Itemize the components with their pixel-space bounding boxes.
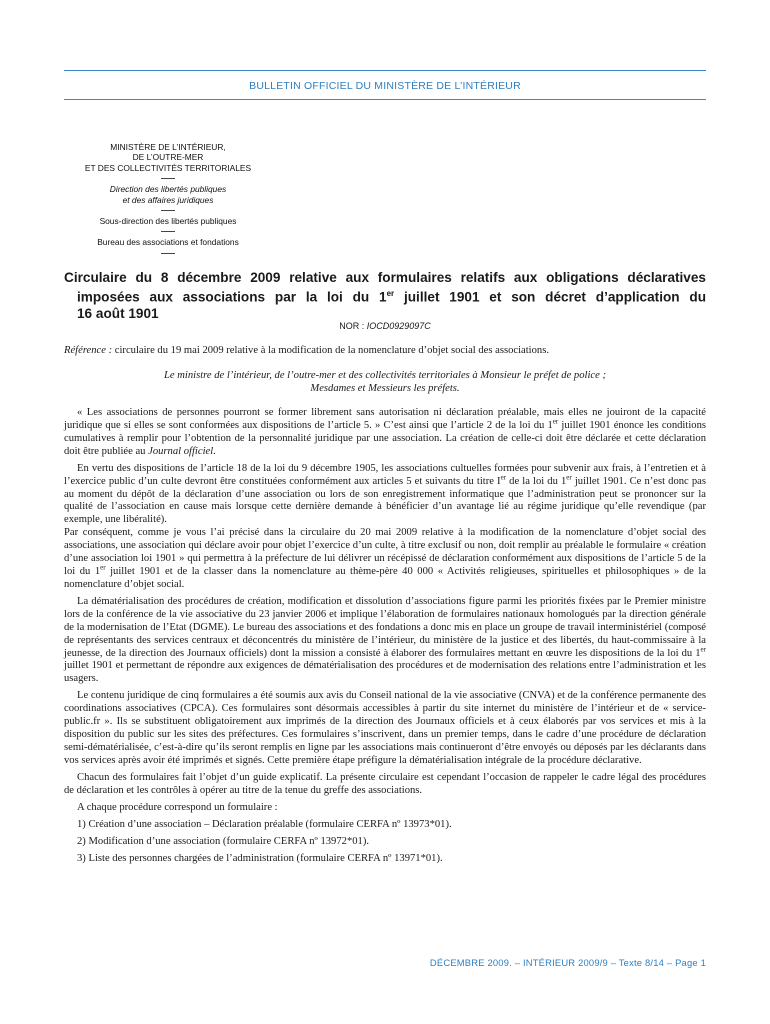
paragraph-text: Par conséquent, comme je vous l’ai précisé dans la circulaire du 20 mai 2009 relative à la modification de la nomenclature d’objet social des associations, une association qui déclare avoir pour objet l’exercice d’un culte, à titre exclusif ou non, doit remplir au préalable le formulaire « création d’une association loi 1901 » qui permettra à la préfecture de lui délivrer un récépissé de déclaration conformément aux dispositions de l’article 5 de la loi du 1 xyxy=(64,527,706,577)
separator-dash xyxy=(161,253,175,254)
ministry-name-line2: DE L’OUTRE-MER xyxy=(132,152,204,163)
title-line1: Circulaire du 8 décembre 2009 relative aux formulaires relatifs aux obligations déclaratives xyxy=(64,270,706,285)
superscript: er xyxy=(552,417,559,426)
paragraph: A chaque procédure correspond un formulaire : xyxy=(77,801,278,813)
separator-dash xyxy=(161,210,175,211)
title-line2-text-end: juillet 1901 et son décret d’application du xyxy=(394,289,706,305)
header-rule xyxy=(64,99,706,100)
reference-label: Référence : xyxy=(64,345,113,356)
list-item: 1) Création d’une association – Déclaration préalable (formulaire CERFA nº 13973*01). xyxy=(77,818,452,830)
title-line3: 16 août 1901 xyxy=(77,305,159,321)
list-item: 3) Liste des personnes chargées de l’administration (formulaire CERFA nº 13971*01). xyxy=(77,852,443,864)
ministry-name-line1: MINISTÈRE DE L’INTÉRIEUR, xyxy=(110,142,226,152)
paragraph xyxy=(64,596,706,686)
reference-line xyxy=(64,345,706,358)
paragraph-text: juillet 1901 énonce les conditions cumulatives à remplir pour l’obtention de la personnalité juridique par une association. La création de celle-ci doit être déclarée et cette déclaration doit être publiée au xyxy=(64,419,706,457)
separator-dash xyxy=(161,231,175,232)
journal-officiel-italic: Journal officiel xyxy=(148,445,214,457)
paragraph-text: « Les associations de personnes pourront se former librement sans autorisation ni déclaration préalable, mais elles ne jouiront de la capacité juridique que si elles se sont conformées aux dispositions de l’article 5. » C’est ainsi que l’article 2 de la loi du 1 xyxy=(64,407,706,431)
superscript: er xyxy=(100,563,106,572)
title-line2-text: imposées aux associations par la loi du 1 xyxy=(77,289,387,305)
paragraph-text: juillet 1901. Ce n’est donc pas au moment du dépôt de la déclaration d’une association ou lors de son enregistrement informatique que l’administration peut se prononcer sur la qualité de l’association en cause mais lorsque cette dernière demande à bénéficier d’un avantage lié au régime juridique qu’elle revendique (par exemple, une libéralité). xyxy=(64,475,706,526)
superscript: er xyxy=(566,473,572,482)
bureau: Bureau des associations et fondations xyxy=(97,237,239,248)
ministry-name-line3: ET DES COLLECTIVITÉS TERRITORIALES xyxy=(84,162,252,173)
superscript: er xyxy=(700,644,706,653)
document-title xyxy=(64,270,706,322)
direction-line1: Direction des libertés publiques xyxy=(109,184,227,195)
bulletin-header: BULLETIN OFFICIEL DU MINISTÈRE DE L’INTÉRIEUR xyxy=(249,80,521,92)
circular-body xyxy=(64,407,706,870)
title-superscript: er xyxy=(386,289,395,298)
paragraph xyxy=(64,463,706,592)
addressee-line1: Le ministre de l’intérieur, de l’outre-mer et des collectivités territoriales à Monsieur le préfet de police ; xyxy=(164,370,606,381)
nor-value: IOCD0929097C xyxy=(366,321,431,331)
superscript: er xyxy=(500,473,507,482)
top-rule xyxy=(64,70,706,71)
issuing-authority xyxy=(68,142,268,259)
subdirection: Sous-direction des libertés publiques xyxy=(99,216,237,227)
paragraph-text: La dématérialisation des procédures de création, modification et dissolution d’associations figure parmi les priorités fixées par le Premier ministre lors de la conférence de la vie associative du 23 janvier 2006 et implique l’élaboration de formulaires nationaux homologués par la direction générale de la modernisation de l’Etat (DGME). Le bureau des associations et des fondations a donc mis en place un groupe de travail interministériel (composé de représentants des services centraux et déconcentrés du ministère de l’intérieur, du ministère de la justice et des libertés, du haut-commissaire à la jeunesse, de la direction des Journaux officiels) dont la mission a consisté à élaborer des formulaires mettant en œuvre les dispositions de la loi du 1 xyxy=(64,595,706,659)
addressee-line2: Mesdames et Messieurs les préfets. xyxy=(310,382,460,394)
page-footer: DÉCEMBRE 2009. – INTÉRIEUR 2009/9 – Texte 8/14 – Page 1 xyxy=(429,957,706,968)
paragraph-text: juillet 1901 et permettant de répondre aux exigences de dématérialisation des procédures et de modernisation des relations entre l’administration et les usagers. xyxy=(64,660,706,685)
paragraph: Le contenu juridique de cinq formulaires a été soumis aux avis du Conseil national de la vie associative (CNVA) et de la conférence permanente des coordinations associatives (CPCA). Ces formulaires sont désormais accessibles à partir du site internet du ministère de l’intérieur et de « service-public.fr ». Ils se substituent obligatoirement aux imprimés de la direction des Journaux officiels et à ceux élaborés par vos services et mis à la disposition du public sur les sites des préfectures. Ces formulaires s’inscrivent, dans un premier temps, dans le cadre d’une procédure de déclaration semi-dématérialisée, c’est-à-dire qu’ils seront remplis en ligne par les associations mais continueront d’être envoyés ou déposés par les déclarants dans vos services après avoir été imprimés et signés. Cette première étape préfigure la dématérialisation intégrale de la procédure déclarative. xyxy=(64,690,706,766)
nor-reference xyxy=(64,321,706,331)
paragraph-text: . xyxy=(213,445,216,457)
paragraph: Chacun des formulaires fait l’objet d’un guide explicatif. La présente circulaire est cependant l’occasion de rappeler le cadre légal des procédures de déclaration et les contrôles à opérer au titre de la tenue du greffe des associations. xyxy=(64,771,706,796)
paragraph xyxy=(64,407,706,459)
list-item: 2) Modification d’une association (formulaire CERFA nº 13972*01). xyxy=(77,835,370,847)
nor-label: NOR : xyxy=(339,321,367,331)
paragraph-text: juillet 1901 et de la classer dans la nomenclature au thème-père 40 000 « Activités religieuses, spirituelles et philosophiques » de la nomenclature d’objet social. xyxy=(64,565,706,590)
paragraph-text: En vertu des dispositions de l’article 18 de la loi du 9 décembre 1905, les associations cultuelles formées pour subvenir aux frais, à l’entretien et à l’exercice public d’un culte devront être constituées conformément aux articles 5 et suivants du titre I xyxy=(64,462,706,487)
reference-text: circulaire du 19 mai 2009 relative à la modification de la nomenclature d’objet social des associations. xyxy=(112,345,549,356)
paragraph-text: de la loi du 1 xyxy=(506,475,567,487)
addressee xyxy=(64,370,706,396)
direction-line2: et des affaires juridiques xyxy=(122,194,214,205)
separator-dash xyxy=(161,178,175,179)
title-line2 xyxy=(64,286,706,306)
